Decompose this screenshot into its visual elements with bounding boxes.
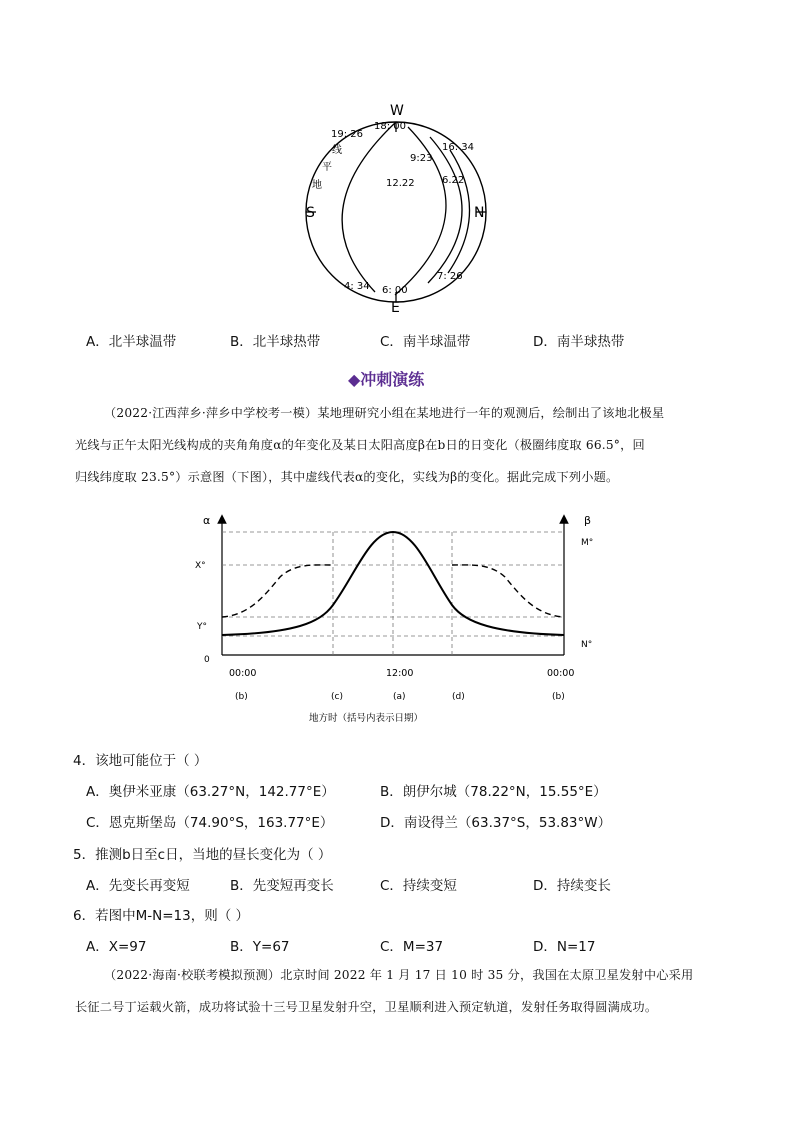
q3-option-d[interactable]: D．南半球热带 (533, 334, 625, 350)
q3-option-c[interactable]: C．南半球温带 (380, 334, 471, 350)
q6-stem: 6．若图中M-N=13，则（ ） (73, 908, 249, 924)
tick-y-left: Y° (197, 622, 207, 632)
x-date-a: (a) (393, 692, 406, 702)
q3-option-b[interactable]: B．北半球热带 (230, 334, 321, 350)
sun-path-circle-diagram (290, 95, 510, 320)
label-1634: 16: 34 (442, 142, 474, 153)
sun-path-arc-1 (342, 122, 396, 292)
x-date-c: (c) (331, 692, 343, 702)
q3-option-a[interactable]: A．北半球温带 (86, 334, 177, 350)
horizon-char-1: 线 (332, 145, 342, 156)
label-0434: 4: 34 (344, 281, 370, 292)
q5-option-c[interactable]: C．持续变短 (380, 878, 457, 894)
q5-stem: 5．推测b日至c日，当地的昼长变化为（ ） (73, 847, 332, 863)
label-n: N (474, 205, 485, 221)
tick-n-right: N° (581, 640, 593, 650)
y-left-label: α (203, 514, 211, 527)
intro-line-3: 归线纬度取 23.5°）示意图（下图），其中虚线代表α的变化，实线为β的变化。据此完成下列小题。 (75, 470, 619, 484)
x-date-d: (d) (452, 692, 465, 702)
x-tick-1: 00:00 (229, 668, 257, 679)
q6-option-a[interactable]: A．X=97 (86, 939, 147, 955)
q4-option-a[interactable]: A．奥伊米亚康（63.27°N，142.77°E） (86, 784, 335, 800)
label-0726: 7: 26 (437, 271, 463, 282)
q6-option-c[interactable]: C．M=37 (380, 939, 444, 955)
q4-option-b[interactable]: B．朗伊尔城（78.22°N，15.55°E） (380, 784, 607, 800)
label-w: W (390, 103, 404, 119)
q5-option-b[interactable]: B．先变短再变长 (230, 878, 334, 894)
q4-option-d[interactable]: D．南设得兰（63.37°S，53.83°W） (380, 815, 612, 831)
x-date-b2: (b) (552, 692, 565, 702)
label-0600: 6: 00 (382, 285, 408, 296)
q5-option-a[interactable]: A．先变长再变短 (86, 878, 190, 894)
alpha-dashed-right (452, 565, 564, 617)
alpha-dashed-left (222, 565, 333, 617)
intro-line-2: 光线与正午太阳光线构成的夹角角度α的年变化及某日太阳高度β在b日的日变化（极圈纬度取 66.5°，回 (75, 438, 645, 452)
outro-line-2: 长征二号丁运载火箭，成功将试验十三号卫星发射升空，卫星顺利进入预定轨道，发射任务取得圆满成功。 (75, 1000, 658, 1014)
outro-line-1: （2022·海南·校联考模拟预测）北京时间 2022 年 1 月 17 日 10 时 35 分，我国在太原卫星发射中心采用 (104, 968, 694, 982)
x-tick-3: 00:00 (547, 668, 575, 679)
intro-line-1: （2022·江西萍乡·萍乡中学校考一模）某地理研究小组在某地进行一年的观测后，绘制出了该地北极星 (104, 406, 665, 420)
horizon-char-2: 平 (322, 162, 332, 173)
label-e: E (391, 300, 400, 316)
q6-option-b[interactable]: B．Y=67 (230, 939, 290, 955)
label-s: S (306, 205, 315, 221)
section-heading: ◆冲刺演练 (348, 370, 425, 389)
q4-option-c[interactable]: C．恩克斯堡岛（74.90°S，163.77°E） (86, 815, 334, 831)
label-0923: 9:23 (410, 153, 433, 164)
y-right-label: β (584, 514, 592, 527)
horizon-char-3: 地 (312, 180, 322, 191)
label-1800: 18: 00 (374, 121, 406, 132)
alpha-beta-chart (195, 505, 605, 725)
q5-option-d[interactable]: D．持续变长 (533, 878, 611, 894)
q4-stem: 4．该地可能位于（ ） (73, 753, 208, 769)
x-tick-2: 12:00 (386, 668, 414, 679)
label-0622: 6.22 (442, 175, 465, 186)
label-1222: 12.22 (386, 178, 415, 189)
x-date-b1: (b) (235, 692, 248, 702)
tick-0-left: 0 (204, 655, 210, 665)
x-axis-caption: 地方时（括号内表示日期） (309, 713, 424, 724)
tick-x-left: X° (195, 561, 206, 571)
tick-m-right: M° (581, 538, 594, 548)
label-1926: 19: 26 (331, 129, 363, 140)
q6-option-d[interactable]: D．N=17 (533, 939, 596, 955)
